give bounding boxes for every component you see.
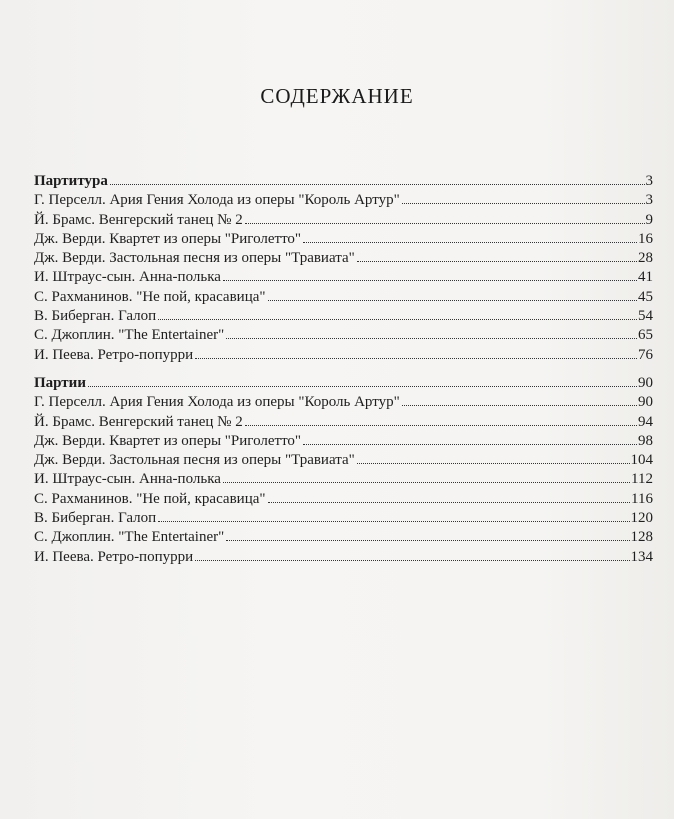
toc-entry: [34, 191, 653, 210]
toc-entry-label: С. Рахманинов. "Не пой, красавица": [34, 490, 266, 507]
toc-page-number: 104: [630, 452, 653, 469]
toc-page-number: 9: [645, 211, 653, 228]
leader-dots: [402, 405, 637, 406]
toc-entry: [34, 451, 653, 470]
toc-entry-label: И. Пеева. Ретро-попурри: [34, 548, 194, 565]
leader-dots: [158, 521, 629, 522]
leader-dots: [226, 338, 637, 339]
toc-entry: [34, 509, 653, 528]
toc-page-number: 94: [638, 413, 653, 430]
toc-page-number: 98: [638, 432, 653, 449]
toc-page-number: 3: [645, 192, 653, 209]
toc-page-number: 76: [638, 346, 653, 363]
toc-entry-label: С. Джоплин. "The Entertainer": [34, 327, 225, 344]
leader-dots: [88, 386, 637, 387]
toc-entry: [34, 432, 653, 451]
toc-entry-label: С. Рахманинов. "Не пой, красавица": [34, 288, 266, 305]
toc-page-number: 120: [630, 510, 653, 527]
toc-entry-label: С. Джоплин. "The Entertainer": [34, 529, 225, 546]
leader-dots: [158, 319, 637, 320]
toc-entry: [34, 307, 653, 326]
leader-dots: [195, 560, 629, 561]
toc-page-number: 45: [638, 288, 653, 305]
leader-dots: [110, 184, 645, 185]
toc-entry: [34, 548, 653, 567]
toc-page-number: 134: [630, 548, 653, 565]
toc-entry-label: Дж. Верди. Застольная песня из оперы "Травиата": [34, 250, 355, 267]
toc-section-parts: [34, 374, 653, 567]
toc-page-number: 41: [638, 269, 653, 286]
leader-dots: [223, 482, 630, 483]
toc-entry-label: Г. Перселл. Ария Гения Холода из оперы "Король Артур": [34, 192, 400, 209]
leader-dots: [357, 261, 637, 262]
leader-dots: [226, 540, 629, 541]
toc-page-number: 65: [638, 327, 653, 344]
toc-page-number: 28: [638, 250, 653, 267]
toc-page-number: 90: [638, 375, 653, 391]
toc-entry-label: И. Штраус-сын. Анна-полька: [34, 269, 221, 286]
page-title: СОДЕРЖАНИЕ: [260, 84, 414, 108]
toc-entry: [34, 326, 653, 345]
leader-dots: [303, 444, 637, 445]
toc-entry: [34, 268, 653, 287]
toc-page-number: 112: [631, 471, 653, 488]
toc-page-number: 116: [631, 490, 653, 507]
toc-entry-label: Дж. Верди. Квартет из оперы "Риголетто": [34, 432, 302, 449]
toc-entry-label: И. Пеева. Ретро-попурри: [34, 346, 194, 363]
toc-heading-label: Партитура: [34, 173, 108, 189]
toc-page-number: 16: [638, 230, 653, 247]
toc-entry-label: Дж. Верди. Застольная песня из оперы "Травиата": [34, 452, 355, 469]
leader-dots: [195, 358, 637, 359]
toc-entry: [34, 413, 653, 432]
toc-entry-label: Дж. Верди. Квартет из оперы "Риголетто": [34, 230, 302, 247]
toc-page-number: 128: [630, 529, 653, 546]
toc-entry: [34, 528, 653, 547]
leader-dots: [303, 242, 637, 243]
toc-entry-label: Г. Перселл. Ария Гения Холода из оперы "Король Артур": [34, 394, 400, 411]
toc-page-number: 90: [638, 394, 653, 411]
toc-entry-label: Й. Брамс. Венгерский танец № 2: [34, 211, 243, 228]
toc-page-number: 3: [645, 173, 653, 189]
toc-entry-label: И. Штраус-сын. Анна-полька: [34, 471, 221, 488]
toc-entry-label: В. Биберган. Галоп: [34, 308, 157, 325]
leader-dots: [268, 300, 638, 301]
toc-entry: [34, 249, 653, 268]
leader-dots: [268, 502, 631, 503]
toc-entry: [34, 393, 653, 412]
toc-entry-label: Й. Брамс. Венгерский танец № 2: [34, 413, 243, 430]
toc-section-score: [34, 172, 653, 365]
toc-entry: [34, 230, 653, 249]
toc-entry: [34, 346, 653, 365]
toc-entry-label: В. Биберган. Галоп: [34, 510, 157, 527]
leader-dots: [223, 280, 637, 281]
toc-heading-label: Партии: [34, 375, 86, 391]
leader-dots: [357, 463, 630, 464]
toc-entry: [34, 211, 653, 230]
toc-entry: [34, 288, 653, 307]
toc-page-number: 54: [638, 308, 653, 325]
leader-dots: [402, 203, 645, 204]
leader-dots: [245, 425, 637, 426]
toc-section-heading: [34, 172, 653, 191]
toc-entry: [34, 470, 653, 489]
toc-entry: [34, 490, 653, 509]
toc-section-heading: [34, 374, 653, 393]
leader-dots: [245, 223, 645, 224]
